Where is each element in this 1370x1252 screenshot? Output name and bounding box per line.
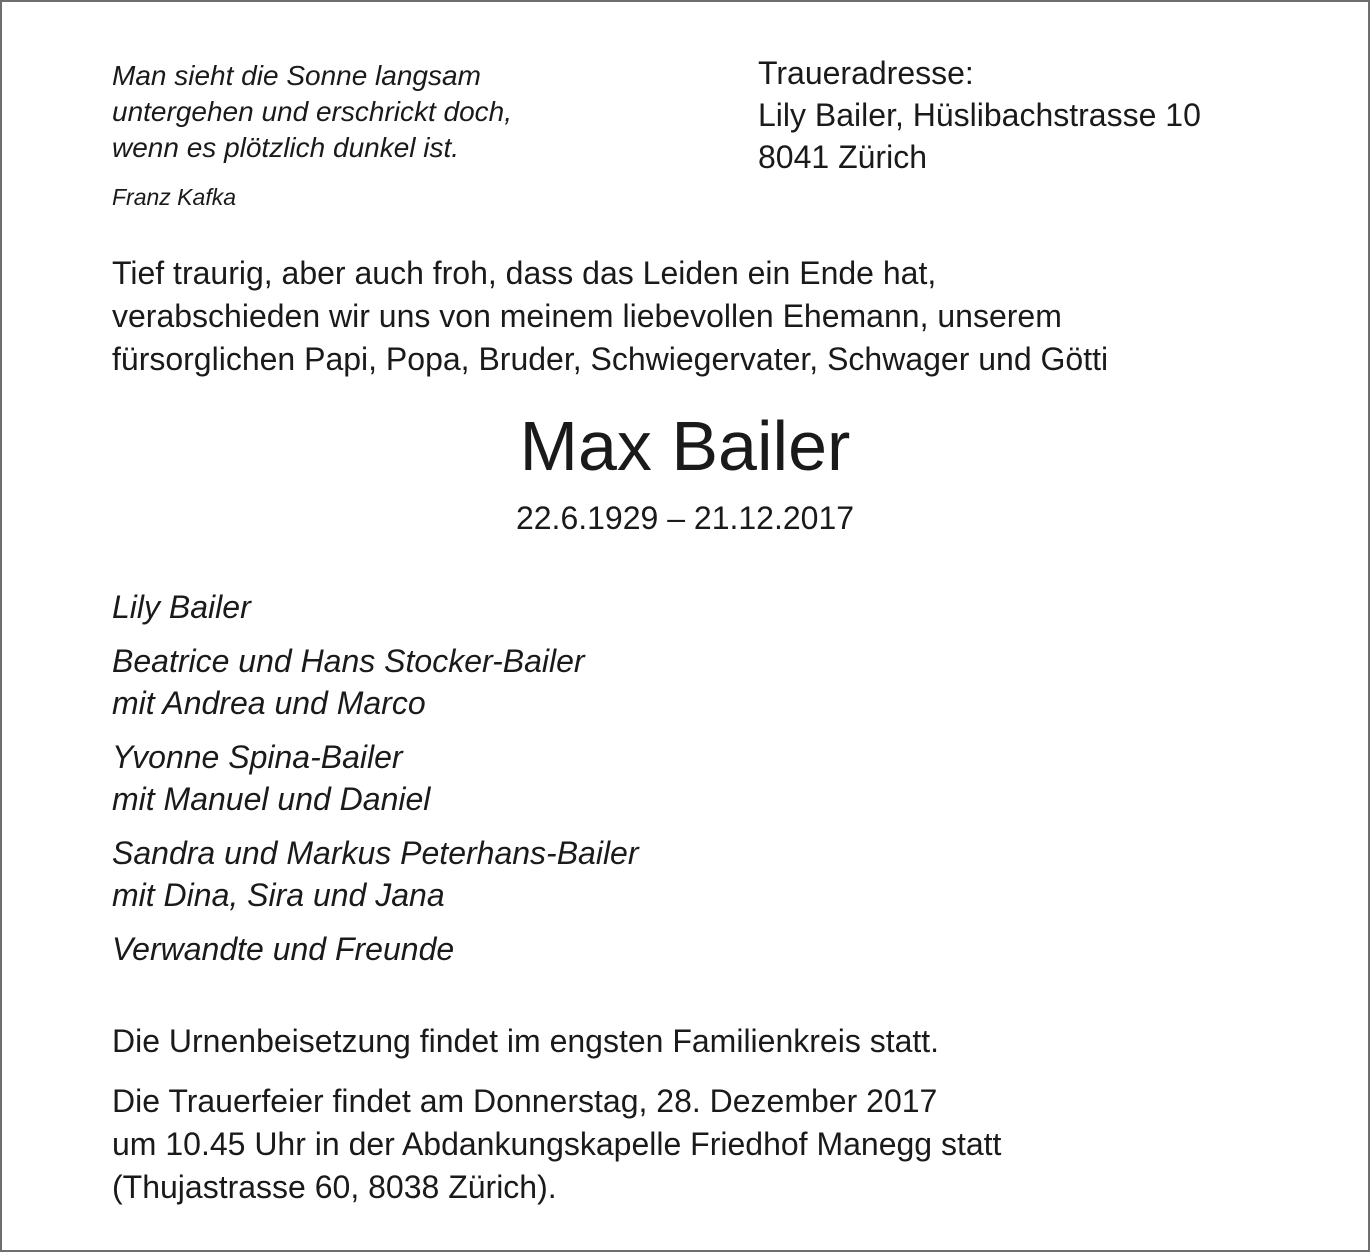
mourner-entry: Lily Bailer — [112, 589, 251, 625]
mourning-address: Traueradresse: Lily Bailer, Hüslibachstrasse 10 8041 Zürich — [758, 55, 1201, 175]
quote-author: Franz Kafka — [112, 184, 236, 210]
kafka-quote: Man sieht die Sonne langsam untergehen und erschrickt doch, wenn es plötzlich dunkel ist. — [112, 60, 513, 163]
deceased-name: Max Bailer — [519, 407, 851, 485]
intro-text: Tief traurig, aber auch froh, dass das Leiden ein Ende hat, verabschieden wir uns von meinem liebevollen Ehemann, unserem fürsorglichen Papi, Popa, Bruder, Schwiegervater, Schwager und Götti — [112, 255, 1109, 377]
burial-notice: Die Urnenbeisetzung findet im engsten Familienkreis statt. — [112, 1023, 940, 1059]
mourner-entry: Yvonne Spina-Bailer mit Manuel und Daniel — [112, 739, 431, 817]
life-dates: 22.6.1929 – 21.12.2017 — [515, 500, 855, 536]
mourner-entry: Beatrice und Hans Stocker-Bailer mit Andrea und Marco — [112, 643, 585, 721]
mourners-list — [112, 586, 639, 982]
mourner-entry: Verwandte und Freunde — [112, 931, 455, 967]
ceremony-notice: Die Trauerfeier findet am Donnerstag, 28. Dezember 2017 um 10.45 Uhr in der Abdankungskapelle Friedhof Manegg statt (Thujastrasse 60, 8038 Zürich). — [112, 1083, 1002, 1205]
mourner-entry: Sandra und Markus Peterhans-Bailer mit Dina, Sira und Jana — [112, 835, 639, 913]
